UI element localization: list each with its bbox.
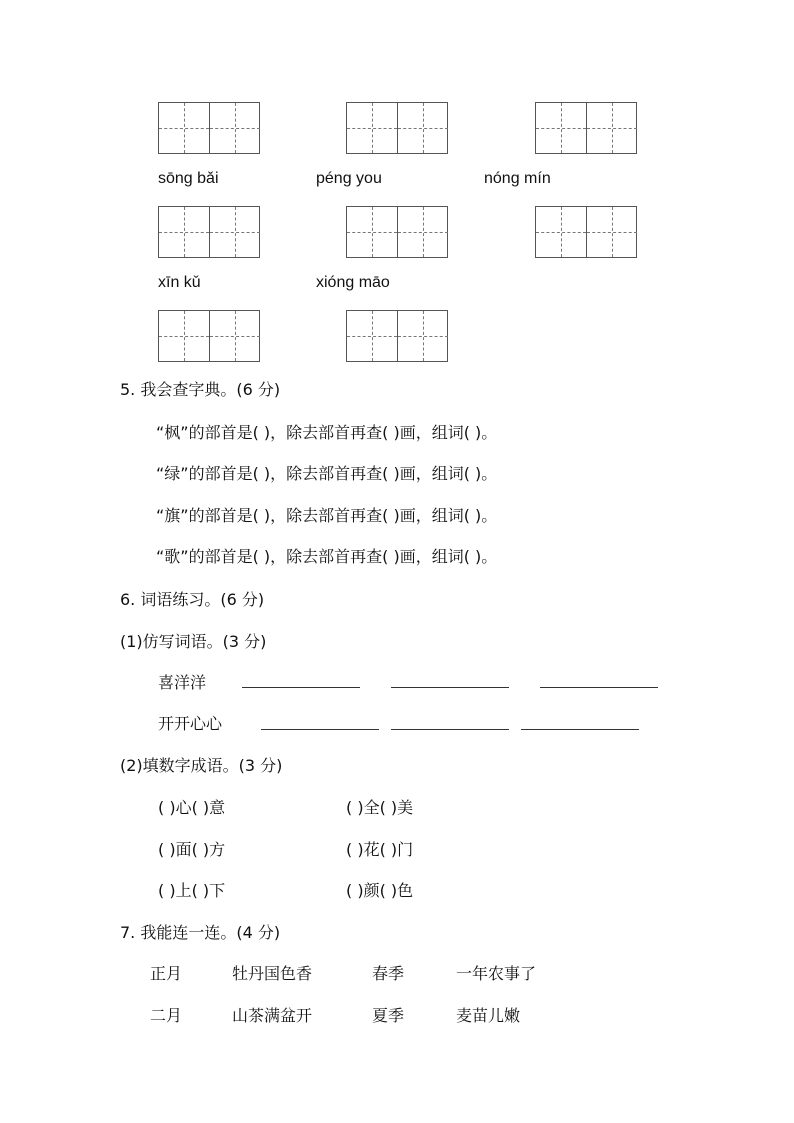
subquestion-2-title: (2)填数字成语。(3 分) xyxy=(120,756,283,775)
writing-grid[interactable] xyxy=(346,102,448,154)
dictionary-line: “绿”的部首是( )，除去部首再查( )画，组词( )。 xyxy=(156,464,498,483)
question-7-title: 7. 我能连一连。(4 分) xyxy=(120,923,281,942)
dictionary-line: “歌”的部首是( )，除去部首再查( )画，组词( )。 xyxy=(156,547,498,566)
answer-blank[interactable] xyxy=(391,729,509,730)
pinyin-label: péng you xyxy=(316,170,382,187)
pinyin-label: sōng bǎi xyxy=(158,170,219,187)
pinyin-label: xīn kǔ xyxy=(158,274,201,291)
question-5-title: 5. 我会查字典。(6 分) xyxy=(120,380,281,399)
subquestion-1-title: (1)仿写词语。(3 分) xyxy=(120,632,267,651)
match-item[interactable]: 春季 xyxy=(372,964,405,983)
writing-grid[interactable] xyxy=(346,310,448,362)
dictionary-line: “旗”的部首是( )，除去部首再查( )画，组词( )。 xyxy=(156,506,498,525)
idiom-item: ( )颜( )色 xyxy=(346,881,414,900)
writing-grid[interactable] xyxy=(535,102,637,154)
writing-grid[interactable] xyxy=(158,206,260,258)
model-word: 喜洋洋 xyxy=(158,673,207,692)
writing-grid[interactable] xyxy=(158,102,260,154)
answer-blank[interactable] xyxy=(540,687,658,688)
idiom-item: ( )全( )美 xyxy=(346,798,414,817)
match-item[interactable]: 一年农事了 xyxy=(456,964,537,983)
answer-blank[interactable] xyxy=(261,729,379,730)
match-item[interactable]: 夏季 xyxy=(372,1006,405,1025)
idiom-item: ( )上( )下 xyxy=(158,881,226,900)
question-6-title: 6. 词语练习。(6 分) xyxy=(120,590,265,609)
answer-blank[interactable] xyxy=(391,687,509,688)
match-item[interactable]: 麦苗儿嫩 xyxy=(456,1006,521,1025)
pinyin-label: xióng māo xyxy=(316,274,390,291)
model-word: 开开心心 xyxy=(158,714,223,733)
answer-blank[interactable] xyxy=(521,729,639,730)
writing-grid[interactable] xyxy=(158,310,260,362)
idiom-item: ( )花( )门 xyxy=(346,840,414,859)
answer-blank[interactable] xyxy=(242,687,360,688)
idiom-item: ( )面( )方 xyxy=(158,840,226,859)
pinyin-label: nóng mín xyxy=(484,170,551,187)
idiom-item: ( )心( )意 xyxy=(158,798,226,817)
match-item[interactable]: 山茶满盆开 xyxy=(232,1006,313,1025)
match-item[interactable]: 正月 xyxy=(150,964,183,983)
match-item[interactable]: 牡丹国色香 xyxy=(232,964,313,983)
writing-grid[interactable] xyxy=(535,206,637,258)
match-item[interactable]: 二月 xyxy=(150,1006,183,1025)
writing-grid[interactable] xyxy=(346,206,448,258)
dictionary-line: “枫”的部首是( )，除去部首再查( )画，组词( )。 xyxy=(156,423,498,442)
